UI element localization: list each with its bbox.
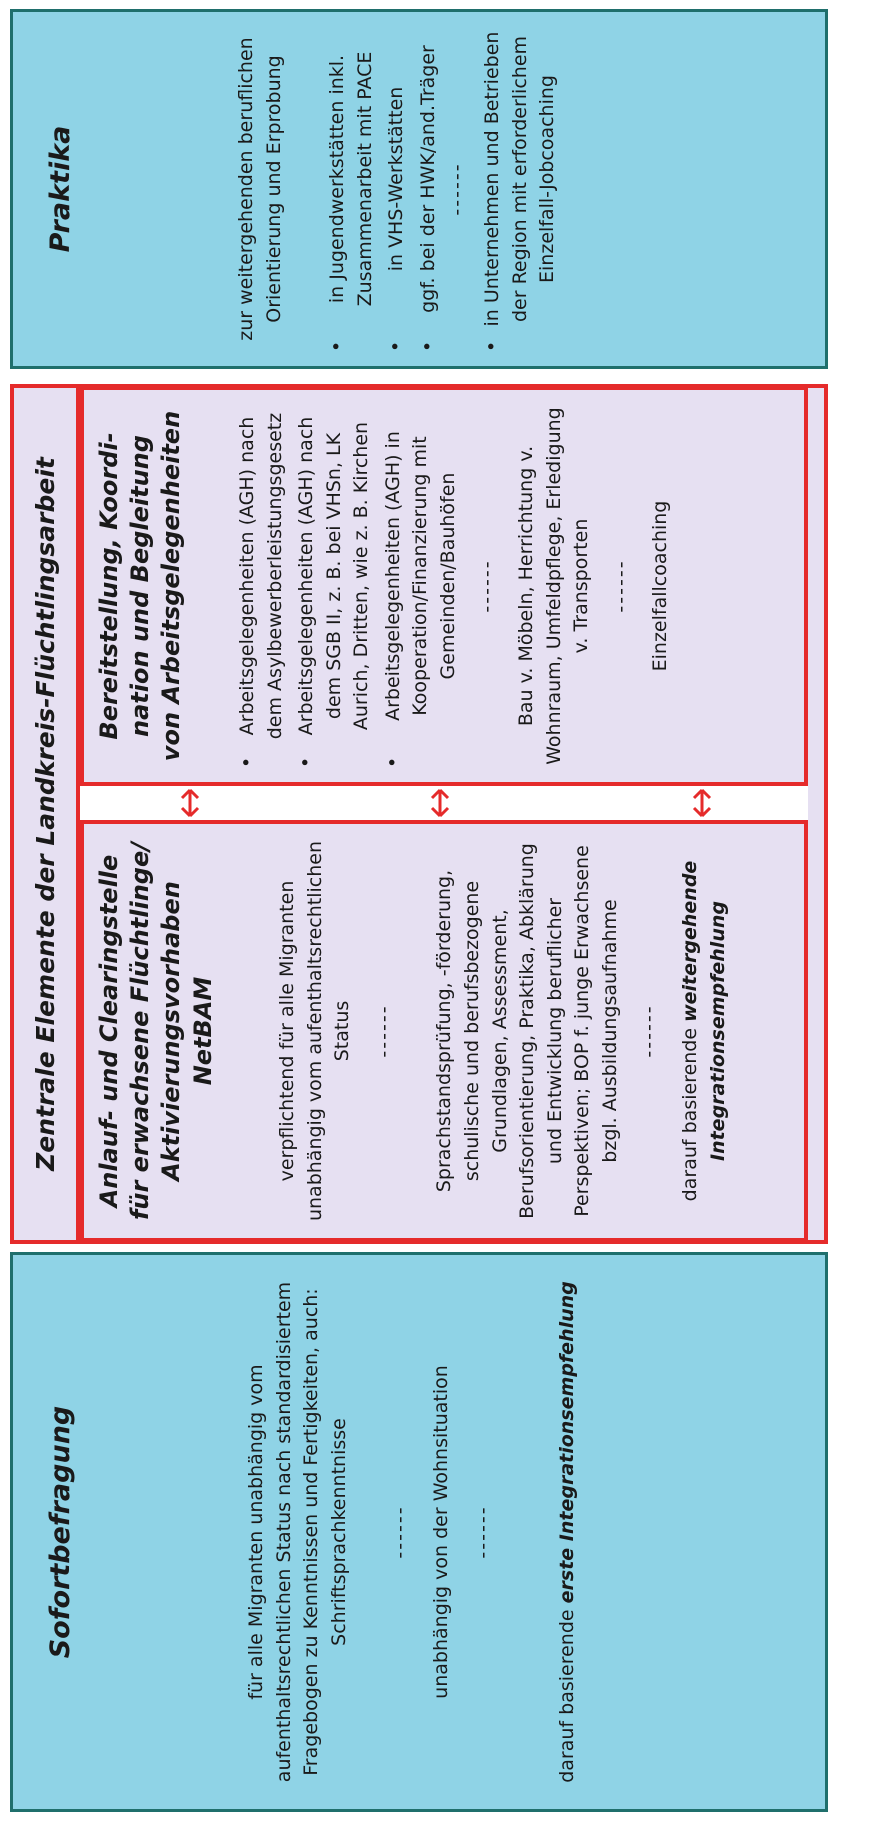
weitergehende-integrationsempfehlung: weitergehende Integrationsempfehlung: [679, 860, 729, 1161]
list-item: • in Unternehmen und Betrieben der Region mit erforderlichem Einzelfall-Jobcoaching: [479, 26, 562, 352]
sofortbefragung-text-1: für alle Migranten unabhängig vom aufenthaltsrechtlichen Status nach standardisiertem Fragebogen zu Kenntnissen und Fertigkeiten, auch: Schriftsprachkenntnisse: [245, 1281, 350, 1783]
list-item: • Arbeitsgelegenheiten (AGH) in Kooperation/Finanzierung mit Gemeinden/Bauhöfen: [380, 404, 463, 768]
sofortbefragung-text-3: darauf basierende erste Integrationsempfehlung: [556, 1281, 579, 1783]
praktika-box: [10, 9, 828, 369]
erste-integrationsempfehlung: erste Integrationsempfehlung: [556, 1281, 579, 1604]
list-item: • in Jugendwerkstätten inkl. Zusammenarbeit mit PACE: [324, 26, 379, 352]
arbeitsgelegenheiten-box: [80, 386, 808, 786]
zentrale-elemente-title: Zentrale Elemente der Landkreis-Flüchtlingsarbeit: [14, 388, 80, 1240]
arbeitsgelegenheiten-text-1: Bau v. Möbeln, Herrichtung v. Wohnraum, Umfeldpflege, Erledigung v. Transporten: [515, 407, 593, 765]
clearingstelle-title: Anlauf- und Clearingstelle für erwachsene Flüchtlinge/ Aktivierungsvorhaben NetBAM: [95, 841, 217, 1221]
double-arrow-icon: [690, 787, 714, 819]
separator: ------: [471, 1505, 494, 1559]
separator: ------: [446, 162, 469, 216]
separator: ------: [476, 559, 499, 613]
praktika-text-1: zur weitergehenden beruflichen Orientierung und Erprobung: [235, 37, 285, 341]
list-item: • Arbeitsgelegenheiten (AGH) nach dem Asylbewerberleistungsgesetz: [234, 404, 289, 768]
arbeitsgelegenheiten-text-2: Einzelfallcoaching: [648, 500, 671, 672]
praktika-title: Praktika: [45, 125, 76, 253]
list-item: • Arbeitsgelegenheiten (AGH) nach dem SGB II, z. B. bei VHSn, LK Aurich, Dritten, wie z. B. Kirchen: [293, 404, 376, 768]
clearingstelle-text-3: darauf basierende weitergehende Integrationsempfehlung: [679, 860, 729, 1202]
clearingstelle-text-2: Sprachstandsprüfung, -förderung, schulische und berufsbezogene Grundlagen, Assessment, Berufsorientierung, Praktika, Abklärung und Entwicklung beruflicher Perspektiven; BOP f. junge Erwachsene bzgl. Ausbildungsaufnahme: [433, 843, 621, 1219]
list-item: • ggf. bei der HWK/and.Träger: [415, 26, 443, 352]
list-item: • in VHS-Werkstätten: [383, 26, 411, 352]
separator: ------: [638, 1004, 661, 1058]
sofortbefragung-box: [10, 1252, 828, 1812]
clearingstelle-text-1: verpflichtend für alle Migranten unabhängig vom aufenthaltsrechtlichen Status: [276, 840, 354, 1222]
sofortbefragung-title: Sofortbefragung: [45, 1405, 76, 1659]
separator: ------: [389, 1505, 412, 1559]
double-arrow-icon: [178, 787, 202, 819]
separator: ------: [372, 1004, 395, 1058]
double-arrow-icon: [428, 787, 452, 819]
arbeitsgelegenheiten-title: Bereitstellung, Koordi- nation und Begleitung von Arbeitsgelegenheiten: [95, 410, 186, 762]
clearingstelle-box: [80, 820, 808, 1242]
sofortbefragung-text-2: unabhängig von der Wohnsituation: [429, 1365, 452, 1699]
separator: ------: [609, 559, 632, 613]
